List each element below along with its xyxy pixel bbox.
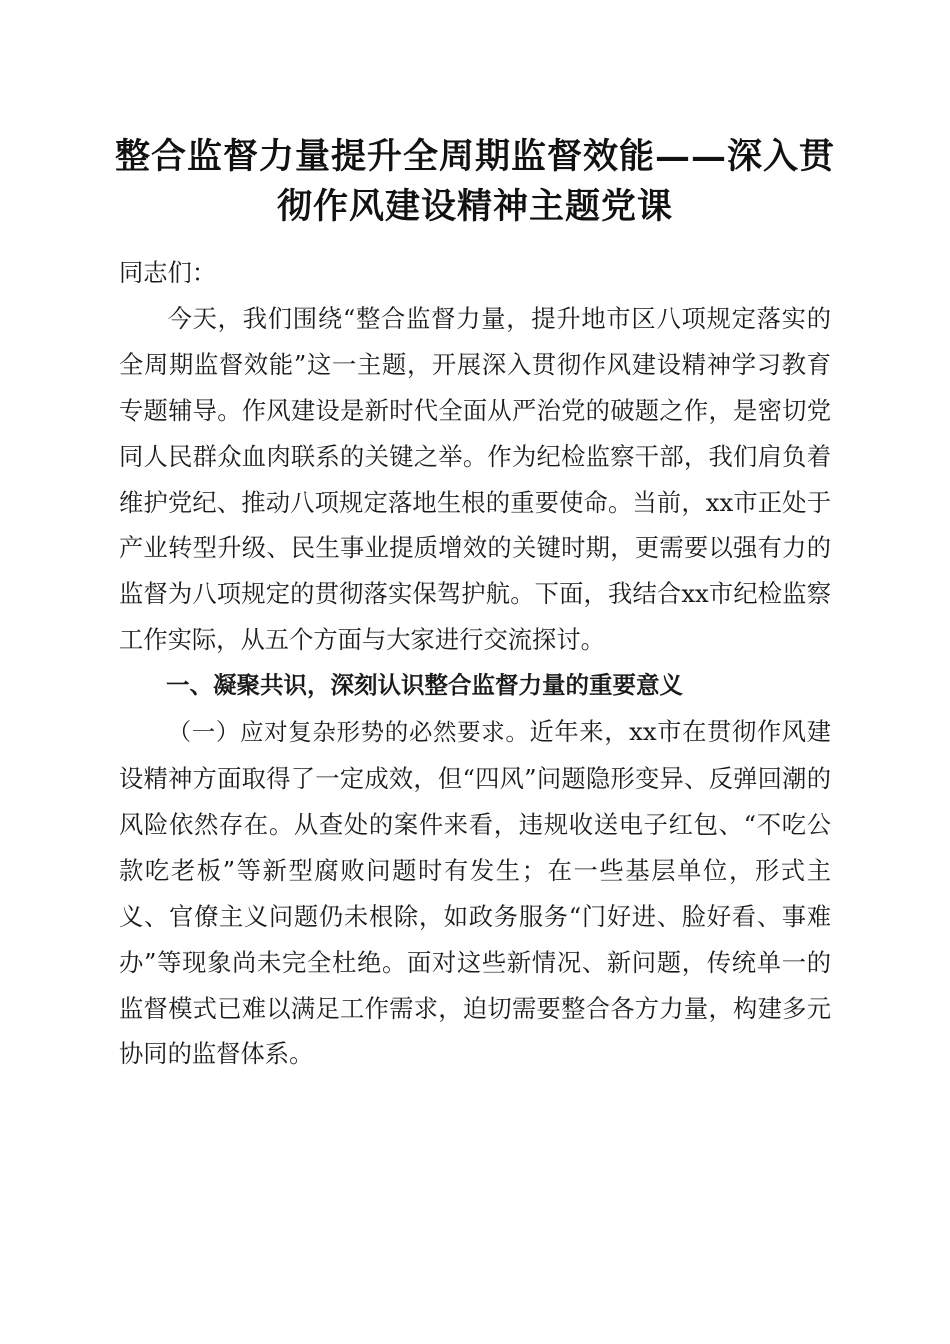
subsection-one-lead: （一）应对复杂形势的必然要求。 bbox=[167, 718, 530, 747]
document-title: 整合监督力量提升全周期监督效能——深入贯彻作风建设精神主题党课 bbox=[114, 136, 835, 227]
salutation: 同志们： bbox=[119, 258, 217, 287]
intro-paragraph: 今天，我们围绕“整合监督力量，提升地市区八项规定落实的全周期监督效能”这一主题，开展深入贯彻作风建设精神学习教育专题辅导。作风建设是新时代全面从严治党的破题之作，是密切党同人民群众血肉联系的关键之举。作为纪检监察干部，我们肩负着维护党纪、推动八项规定落地生根的重要使命。当前，xx市正处于产业转型升级、民生事业提质增效的关键时期，更需要以强有力的监督为八项规定的贯彻落实保驾护航。下面，我结合xx市纪检监察工作实际，从五个方面与大家进行交流探讨。 bbox=[119, 303, 831, 655]
subsection-one-body: 近年来，xx市在贯彻作风建设精神方面取得了一定成效，但“四风”问题隐形变异、反弹回潮的风险依然存在。从查处的案件来看，违规收送电子红包、“不吃公款吃老板”等新型腐败问题时有发生；在一些基层单位，形式主义、官僚主义问题仍未根除，如政务服务“门好进、脸好看、事难办”等现象尚未完全杜绝。面对这些新情况、新问题，传统单一的监督模式已难以满足工作需求，迫切需要整合各方力量，构建多元协同的监督体系。 bbox=[119, 717, 832, 1069]
document-body bbox=[119, 250, 831, 1077]
subsection-one-paragraph bbox=[119, 709, 831, 1077]
section-one-heading: 一、凝聚共识，深刻认识整合监督力量的重要意义 bbox=[166, 671, 683, 700]
